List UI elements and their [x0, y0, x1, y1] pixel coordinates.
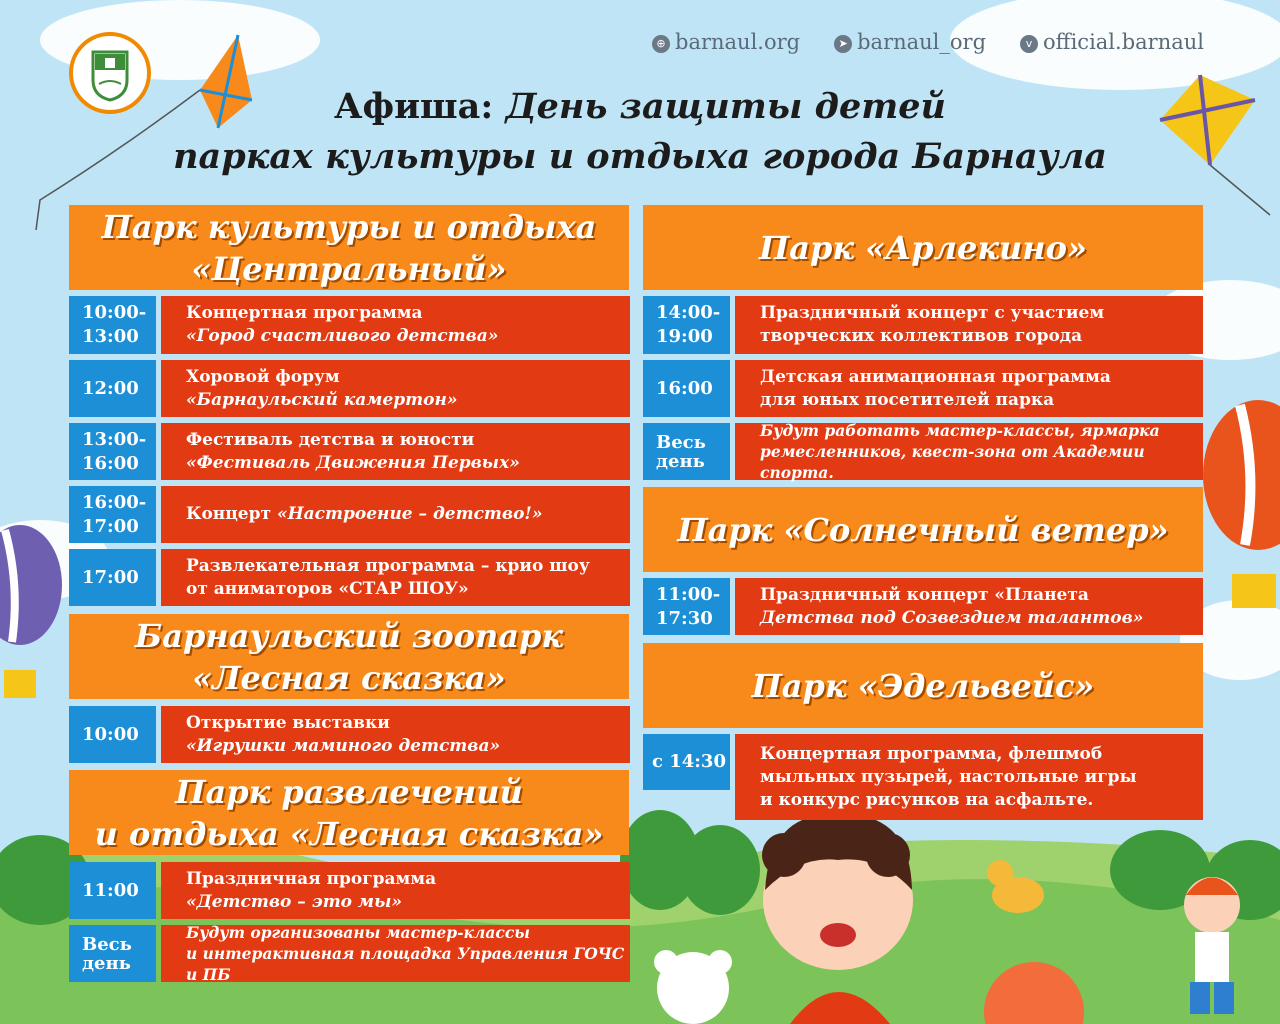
event-description: Концерт «Настроение – детство!» — [161, 486, 630, 543]
social-links — [652, 30, 1204, 54]
event-description: Концертная программа «Город счастливого детства» — [161, 296, 630, 354]
event-description: Будут организованы мастер-классы и интерактивная площадка Управления ГОЧС и ПБ — [161, 925, 630, 982]
event-time: 17:00 — [69, 549, 156, 606]
event-time: 12:00 — [69, 360, 156, 417]
page-title-line2: парках культуры и отдыха города Барнаула — [173, 136, 1107, 177]
park-central-header: Парк культуры и отдыха «Центральный» — [69, 205, 629, 290]
park-edelweiss-header: Парк «Эдельвейс» — [643, 643, 1203, 728]
event-time: Весь день — [69, 925, 156, 982]
event-time: с 14:30 — [643, 734, 730, 790]
event-time: 11:00- 17:30 — [643, 578, 730, 635]
page-title: Афиша: День защиты детей — [334, 86, 946, 127]
event-description: Праздничная программа «Детство – это мы» — [161, 862, 630, 919]
event-time: 10:00 — [69, 706, 156, 763]
amusement-park-header: Парк развлечений и отдыха «Лесная сказка» — [69, 770, 629, 855]
telegram-icon: ➤ — [834, 35, 852, 53]
event-description: Открытие выставки «Игрушки маминого детства» — [161, 706, 630, 763]
event-description: Будут работать мастер-классы, ярмарка ремесленников, квест-зона от Академии спорта. — [735, 423, 1203, 480]
event-description: Концертная программа, флешмоб мыльных пузырей, настольные игры и конкурс рисунков на асфальте. — [735, 734, 1203, 820]
globe-icon: ⊕ — [652, 35, 670, 53]
event-time: 16:00 — [643, 360, 730, 417]
zoo-header: Барнаульский зоопарк «Лесная сказка» — [69, 614, 629, 699]
event-time: 13:00- 16:00 — [69, 423, 156, 480]
park-arlekino-header: Парк «Арлекино» — [643, 205, 1203, 290]
event-description: Праздничный концерт с участием творческих коллективов города — [735, 296, 1203, 354]
event-time: Весь день — [643, 423, 730, 480]
event-description: Развлекательная программа – крио шоу от аниматоров «СТАР ШОУ» — [161, 549, 630, 606]
park-solar-wind-header: Парк «Солнечный ветер» — [643, 487, 1203, 572]
vk-icon: v — [1020, 35, 1038, 53]
website-link[interactable]: ⊕ barnaul.org — [652, 30, 800, 54]
event-description: Фестиваль детства и юности «Фестиваль Движения Первых» — [161, 423, 630, 480]
telegram-link[interactable]: ➤ barnaul_org — [834, 30, 986, 54]
event-time: 11:00 — [69, 862, 156, 919]
event-time: 14:00- 19:00 — [643, 296, 730, 354]
event-description: Праздничный концерт «Планета Детства под Созвездием талантов» — [735, 578, 1203, 635]
vk-link[interactable]: v official.barnaul — [1020, 30, 1204, 54]
event-time: 10:00- 13:00 — [69, 296, 156, 354]
event-time: 16:00- 17:00 — [69, 486, 156, 543]
page-title-line1: День защиты детей — [505, 86, 946, 127]
event-description: Детская анимационная программа для юных посетителей парка — [735, 360, 1203, 417]
event-description: Хоровой форум «Барнаульский камертон» — [161, 360, 630, 417]
